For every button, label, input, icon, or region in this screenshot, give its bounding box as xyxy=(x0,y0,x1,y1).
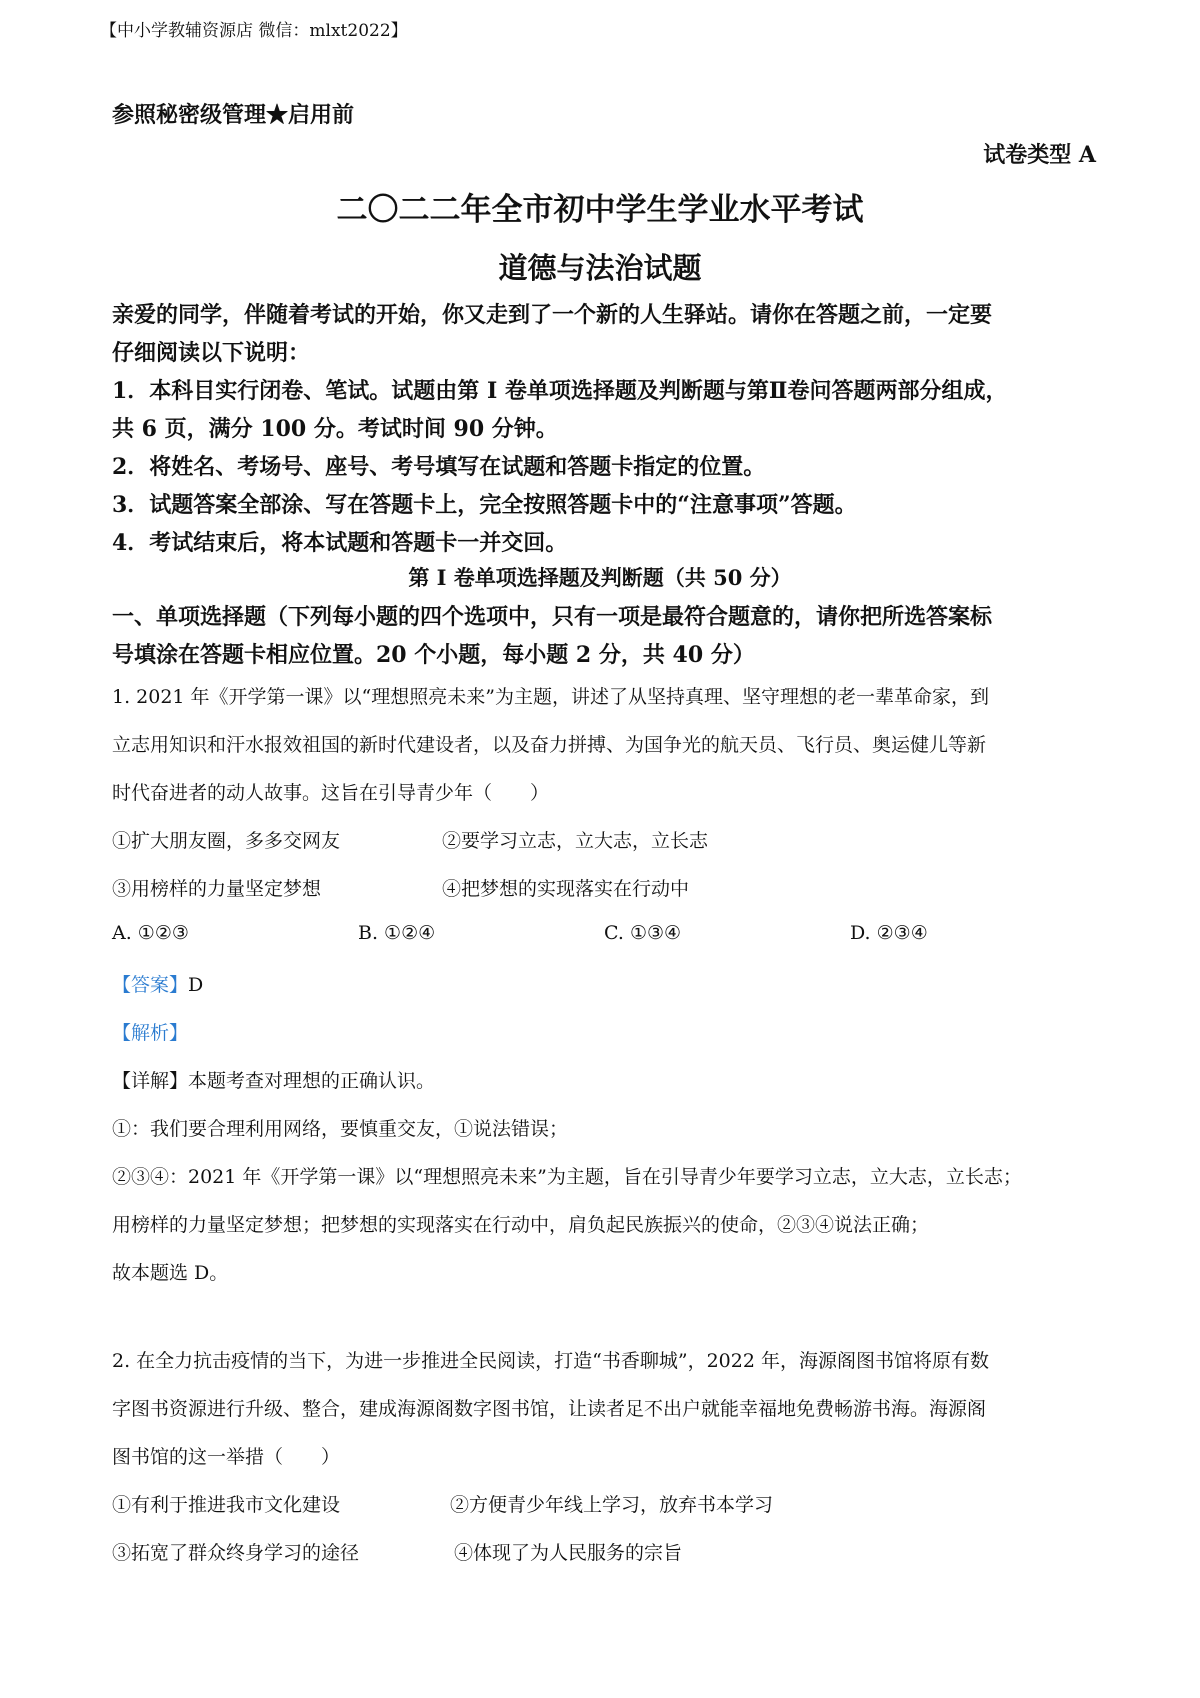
instruction-2: 2．将姓名、考场号、座号、考号填写在试题和答题卡指定的位置。 xyxy=(112,454,766,480)
instruction-1b: 共 6 页，满分 100 分。考试时间 90 分钟。 xyxy=(112,416,558,442)
q1-option-4: ④把梦想的实现落实在行动中 xyxy=(442,878,690,900)
q1-choice-d: D. ②③④ xyxy=(850,922,928,944)
watermark-text: 【中小学教辅资源店 微信：mlxt2022】 xyxy=(100,21,408,41)
instruction-4: 4．考试结束后，将本试题和答题卡一并交回。 xyxy=(112,530,568,556)
secret-level-label: 参照秘密级管理★启用前 xyxy=(112,102,355,128)
intro-line-2: 仔细阅读以下说明： xyxy=(112,340,311,366)
q1-explanation-2: ②③④：2021 年《开学第一课》以“理想照亮未来”为主题，旨在引导青少年要学习立志，立大志，立长志； xyxy=(112,1166,1022,1188)
q1-answer-row xyxy=(112,970,203,997)
q2-stem-line-3: 图书馆的这一举措（ ） xyxy=(112,1446,341,1468)
q1-explanation-1: ①：我们要合理利用网络，要慎重交友，①说法错误； xyxy=(112,1118,569,1140)
q1-option-1: ①扩大朋友圈，多多交网友 xyxy=(112,830,341,852)
part-one-heading-b: 号填涂在答题卡相应位置。20 个小题，每小题 2 分，共 40 分） xyxy=(112,642,755,668)
q1-option-3: ③用榜样的力量坚定梦想 xyxy=(112,878,322,900)
answer-tag: 【答案】 xyxy=(112,974,189,996)
intro-line-1: 亲爱的同学，伴随着考试的开始，你又走到了一个新的人生驿站。请你在答题之前，一定要 xyxy=(112,302,993,328)
exam-title: 二〇二二年全市初中学生学业水平考试 xyxy=(336,192,864,228)
q1-detail: 【详解】本题考查对理想的正确认识。 xyxy=(112,1070,436,1092)
q1-stem-line-2: 立志用知识和汗水报效祖国的新时代建设者，以及奋力拼搏、为国争光的航天员、飞行员、奥运健儿等新 xyxy=(112,734,987,756)
q2-stem-line-2: 字图书资源进行升级、整合，建成海源阁数字图书馆，让读者足不出户就能幸福地免费畅游书海。海源阁 xyxy=(112,1398,987,1420)
section-heading: 第 I 卷单项选择题及判断题（共 50 分） xyxy=(408,565,792,590)
q1-stem-line-3: 时代奋进者的动人故事。这旨在引导青少年（ ） xyxy=(112,782,550,804)
part-one-heading-a: 一、单项选择题（下列每小题的四个选项中，只有一项是最符合题意的，请你把所选答案标 xyxy=(112,604,993,630)
q1-choice-c: C. ①③④ xyxy=(604,922,682,944)
q1-explanation-3: 用榜样的力量坚定梦想；把梦想的实现落实在行动中，肩负起民族振兴的使命，②③④说法正确； xyxy=(112,1214,930,1236)
q1-stem-line-1: 1. 2021 年《开学第一课》以“理想照亮未来”为主题，讲述了从坚持真理、坚守理想的老一辈革命家，到 xyxy=(112,686,989,708)
instruction-3: 3．试题答案全部涂、写在答题卡上，完全按照答题卡中的“注意事项”答题。 xyxy=(112,492,857,518)
q2-option-3: ③拓宽了群众终身学习的途径 xyxy=(112,1542,360,1564)
q2-option-2: ②方便青少年线上学习，放弃书本学习 xyxy=(450,1494,774,1516)
answer-value: D xyxy=(188,974,204,996)
subject-title: 道德与法治试题 xyxy=(498,251,702,285)
q1-choice-b: B. ①②④ xyxy=(358,922,436,944)
analysis-tag: 【解析】 xyxy=(112,1022,189,1044)
instruction-1a: 1．本科目实行闭卷、笔试。试题由第 I 卷单项选择题及判断题与第Ⅱ卷问答题两部分组成， xyxy=(112,378,1008,404)
paper-type-label: 试卷类型 A xyxy=(983,142,1096,168)
q2-option-1: ①有利于推进我市文化建设 xyxy=(112,1494,341,1516)
q1-option-2: ②要学习立志，立大志，立长志 xyxy=(442,830,709,852)
q2-option-4: ④体现了为人民服务的宗旨 xyxy=(454,1542,683,1564)
q1-explanation-4: 故本题选 D。 xyxy=(112,1262,229,1284)
q1-choice-a: A. ①②③ xyxy=(112,922,189,944)
q2-stem-line-1: 2. 在全力抗击疫情的当下，为进一步推进全民阅读，打造“书香聊城”，2022 年，海源阁图书馆将原有数 xyxy=(112,1350,989,1372)
